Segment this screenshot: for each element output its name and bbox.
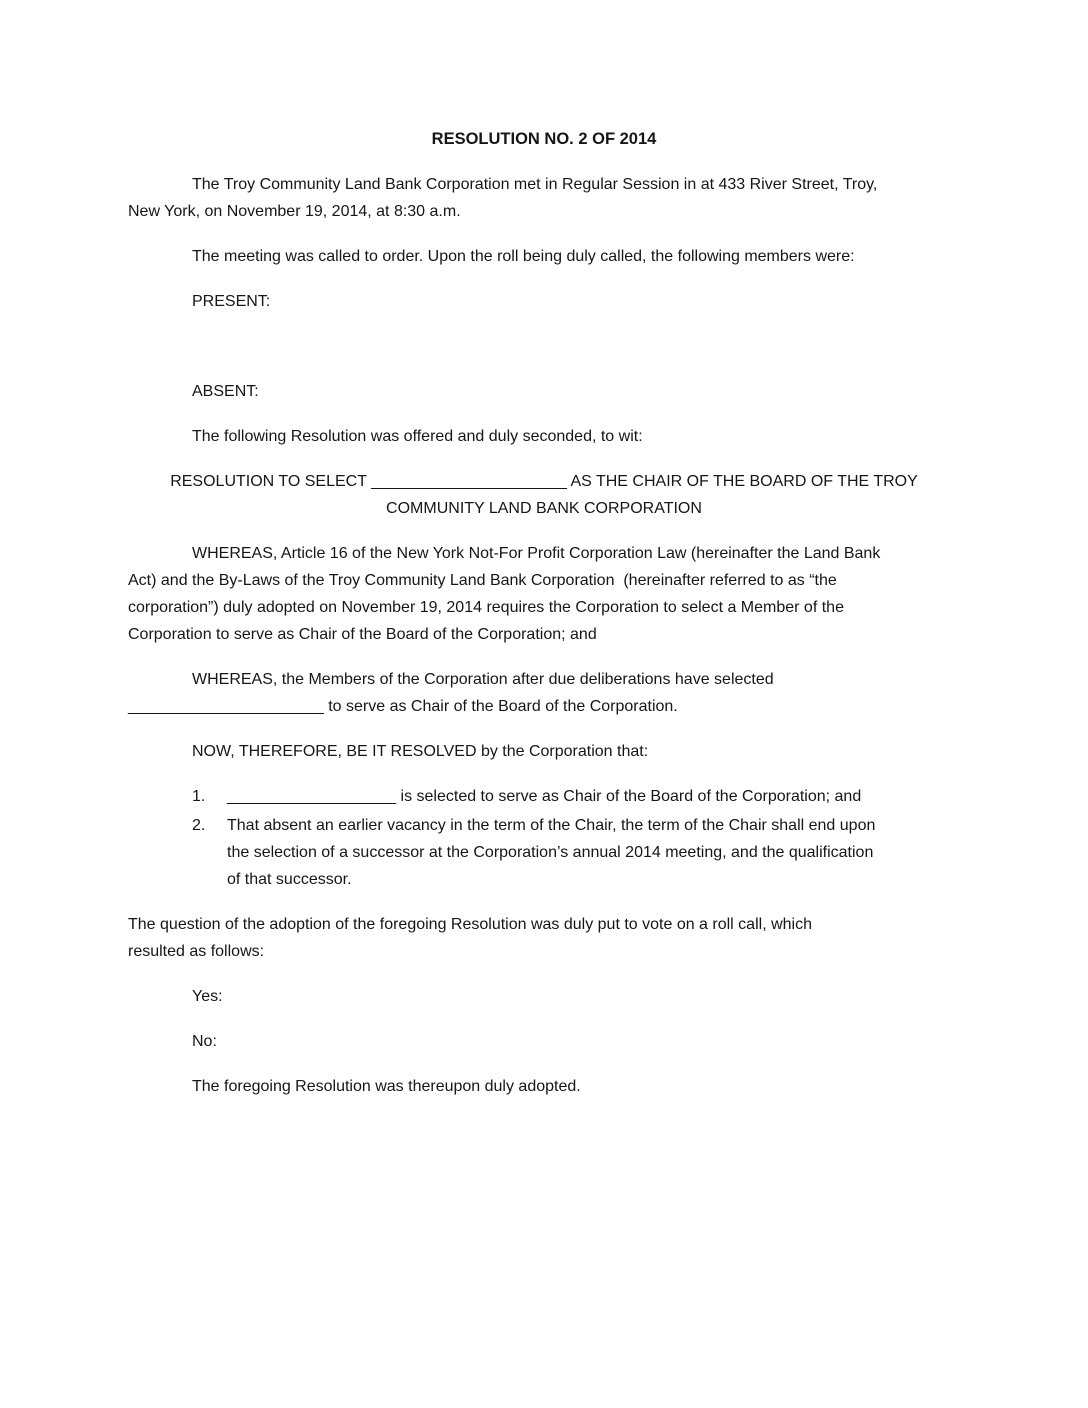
paragraph-called-to-order: The meeting was called to order. Upon the roll being duly called, the following members were: xyxy=(192,248,855,265)
paragraph-resolved: NOW, THEREFORE, BE IT RESOLVED by the Corporation that: xyxy=(192,743,649,760)
list-item-text xyxy=(227,812,960,893)
list-item-number: 1. xyxy=(192,788,206,805)
text-line: ______________________ to serve as Chair of the Board of the Corporation. xyxy=(128,698,678,715)
resolved-items-list xyxy=(128,783,960,893)
paragraph-whereas-2 xyxy=(128,666,960,720)
text-line: corporation”) duly adopted on November 19, 2014 requires the Corporation to select a Member of the xyxy=(128,599,844,616)
text-line: resulted as follows: xyxy=(128,943,265,960)
text-line: the selection of a successor at the Corporation’s annual 2014 meeting, and the qualification xyxy=(227,844,874,861)
text-line: RESOLUTION TO SELECT ______________________ AS THE CHAIR OF THE BOARD OF THE TROY xyxy=(170,473,918,490)
paragraph-adopted: The foregoing Resolution was thereupon duly adopted. xyxy=(192,1078,581,1095)
text-line: WHEREAS, the Members of the Corporation after due deliberations have selected xyxy=(192,671,774,688)
text-line: COMMUNITY LAND BANK CORPORATION xyxy=(386,500,702,517)
text-line: New York, on November 19, 2014, at 8:30 a.m. xyxy=(128,203,461,220)
label-present: PRESENT: xyxy=(192,293,271,310)
resolution-heading xyxy=(128,468,960,522)
list-item-text xyxy=(227,783,960,810)
list-item-number: 2. xyxy=(192,817,206,834)
list-item xyxy=(192,783,960,810)
paragraph-question xyxy=(128,911,960,965)
paragraph-whereas-1 xyxy=(128,540,960,648)
text-line: Act) and the By-Laws of the Troy Community Land Bank Corporation (hereinafter referred to as “the xyxy=(128,572,837,589)
document-title: RESOLUTION NO. 2 OF 2014 xyxy=(431,130,657,148)
paragraph-resolution-offered: The following Resolution was offered and duly seconded, to wit: xyxy=(192,428,643,445)
label-absent: ABSENT: xyxy=(192,383,259,400)
label-no: No: xyxy=(192,1033,217,1050)
text-line: That absent an earlier vacancy in the term of the Chair, the term of the Chair shall end upon xyxy=(227,817,876,834)
blank-line-for-names xyxy=(128,333,960,378)
text-line: of that successor. xyxy=(227,871,352,888)
paragraph-intro xyxy=(128,171,960,225)
text-line: ___________________ is selected to serve as Chair of the Board of the Corporation; and xyxy=(227,788,862,805)
text-line: The Troy Community Land Bank Corporation met in Regular Session in at 433 River Street, Troy, xyxy=(192,176,878,193)
list-item xyxy=(192,812,960,893)
text-line: The question of the adoption of the foregoing Resolution was duly put to vote on a roll call, which xyxy=(128,916,812,933)
text-line: WHEREAS, Article 16 of the New York Not-For Profit Corporation Law (hereinafter the Land Bank xyxy=(192,545,881,562)
text-line: Corporation to serve as Chair of the Board of the Corporation; and xyxy=(128,626,597,643)
label-yes: Yes: xyxy=(192,988,223,1005)
